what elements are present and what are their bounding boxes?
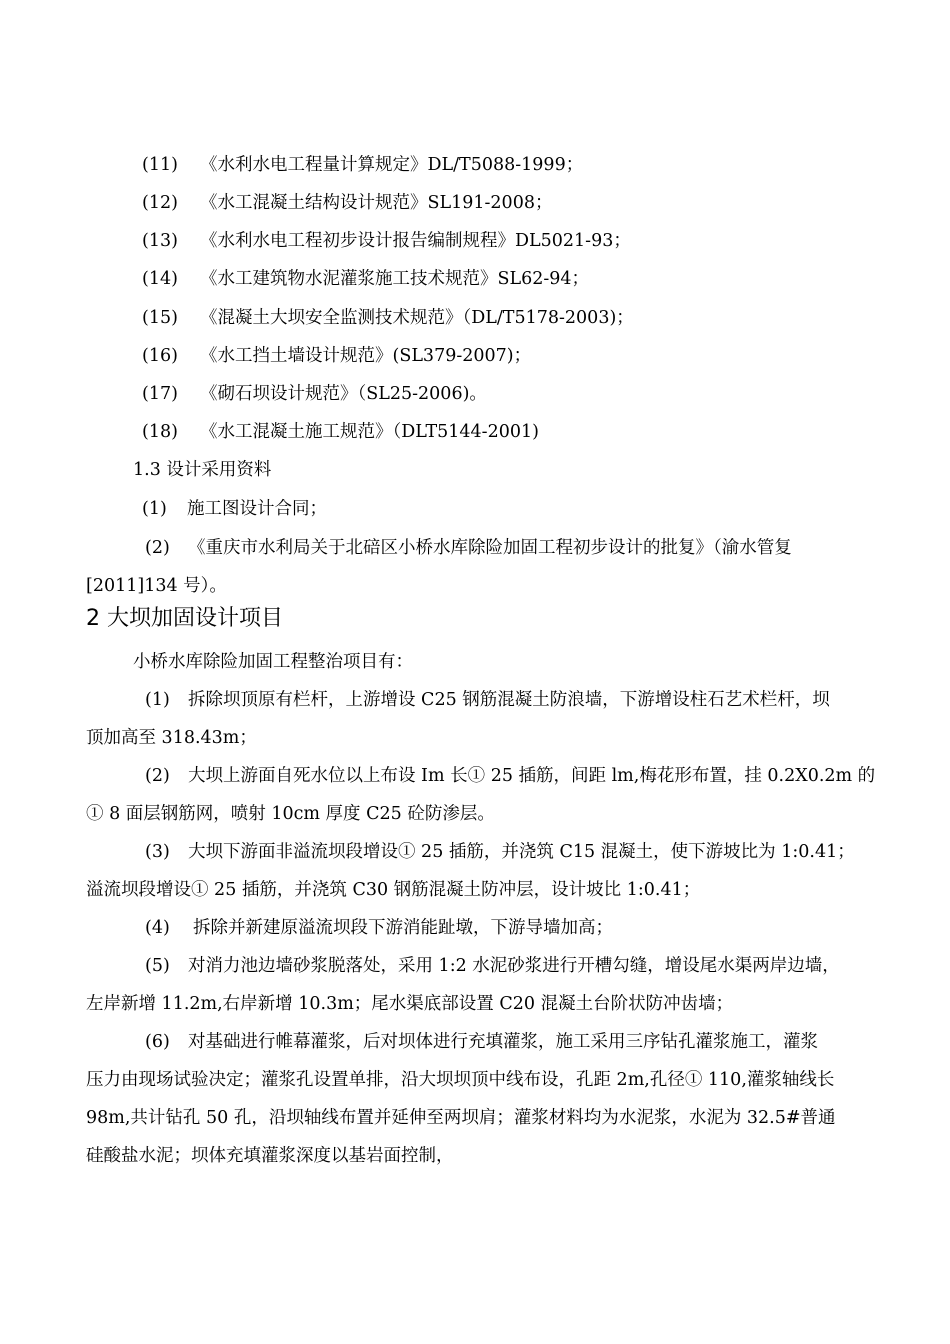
reference-item-12 xyxy=(142,191,552,215)
reference-text: 《水工混凝土结构设计规范》SL191-2008； xyxy=(200,193,553,213)
section-1-3-item-2 xyxy=(145,536,792,560)
project-item-6-continued-2: 98m,共计钻孔 50 孔，沿坝轴线布置并延伸至两坝肩；灌浆材料均为水泥浆，水泥为 32.5#普通 xyxy=(86,1108,836,1128)
reference-text: 《水利水电工程初步设计报告编制规程》DL5021-93； xyxy=(200,231,631,251)
reference-item-15 xyxy=(142,306,634,330)
project-item-5-continued: 左岸新增 11.2m,右岸新增 10.3m；尾水渠底部设置 C20 混凝土台阶状防冲齿墙； xyxy=(86,994,734,1014)
project-item-6-continued-1: 压力由现场试验决定；灌浆孔设置单排，沿大坝坝顶中线布设，孔距 2m,孔径① 110,灌浆轴线长 xyxy=(86,1070,835,1090)
reference-text: 《水工建筑物水泥灌浆施工技术规范》SL62-94； xyxy=(200,269,590,289)
project-item-3 xyxy=(145,840,855,864)
reference-text: 《水工挡土墙设计规范》(SL379-2007)； xyxy=(200,346,532,366)
item-text: 对消力池边墙砂浆脱落处，采用 1:2 水泥砂浆进行开槽勾缝，增设尾水渠两岸边墙， xyxy=(188,956,840,976)
project-item-6 xyxy=(145,1030,818,1054)
project-item-4 xyxy=(145,916,613,940)
section-1-3-item-1 xyxy=(142,497,327,521)
item-text: 大坝下游面非溢流坝段增设① 25 插筋，并浇筑 C15 混凝土，使下游坡比为 1:0.41； xyxy=(188,842,855,862)
reference-number: (14) xyxy=(142,269,178,289)
reference-number: (11) xyxy=(142,155,178,175)
item-text: 拆除并新建原溢流坝段下游消能趾墩，下游导墙加高； xyxy=(193,918,613,938)
reference-text: 《混凝土大坝安全监测技术规范》（DL/T5178-2003)； xyxy=(200,308,634,328)
project-item-1 xyxy=(145,688,830,712)
reference-text: 《水利水电工程量计算规定》DL/T5088-1999； xyxy=(200,155,584,175)
reference-number: (12) xyxy=(142,193,178,213)
reference-item-11 xyxy=(142,153,583,177)
item-text: 《重庆市水利局关于北碚区小桥水库除险加固工程初步设计的批复》（渝水管复 xyxy=(188,538,792,558)
project-item-6-continued-3: 硅酸盐水泥；坝体充填灌浆深度以基岩面控制， xyxy=(86,1146,454,1166)
item-number: (1) xyxy=(145,690,170,710)
reference-item-14 xyxy=(142,267,589,291)
section-1-3-item-2-continued: [2011]134 号）。 xyxy=(86,576,227,596)
reference-text: 《水工混凝土施工规范》（DLT5144-2001) xyxy=(200,422,539,442)
project-item-2 xyxy=(145,764,875,788)
reference-number: (18) xyxy=(142,422,178,442)
reference-item-17 xyxy=(142,382,487,406)
item-number: (2) xyxy=(145,538,170,558)
item-text: 对基础进行帷幕灌浆，后对坝体进行充填灌浆，施工采用三序钻孔灌浆施工，灌浆 xyxy=(188,1032,818,1052)
reference-number: (17) xyxy=(142,384,178,404)
item-text: 大坝上游面自死水位以上布设 Im 长① 25 插筋，间距 lm,梅花形布置，挂 0.2X0.2m 的 xyxy=(188,766,876,786)
section-2-intro: 小桥水库除险加固工程整治项目有： xyxy=(133,652,413,672)
project-item-3-continued: 溢流坝段增设① 25 插筋，并浇筑 C30 钢筋混凝土防冲层，设计坡比 1:0.41； xyxy=(86,880,701,900)
item-number: (3) xyxy=(145,842,170,862)
reference-text: 《砌石坝设计规范》（SL25-2006)。 xyxy=(200,384,487,404)
section-2-heading: 2 大坝加固设计项目 xyxy=(86,606,283,631)
item-number: (5) xyxy=(145,956,170,976)
item-text: 拆除坝顶原有栏杆，上游增设 C25 钢筋混凝土防浪墙，下游增设柱石艺术栏杆，坝 xyxy=(188,690,830,710)
project-item-1-continued: 顶加高至 318.43m； xyxy=(86,728,257,748)
item-text: 施工图设计合同； xyxy=(187,499,327,519)
reference-number: (13) xyxy=(142,231,178,251)
item-number: (2) xyxy=(145,766,170,786)
reference-item-16 xyxy=(142,344,531,368)
reference-item-13 xyxy=(142,229,631,253)
reference-item-18 xyxy=(142,420,539,444)
project-item-5 xyxy=(145,954,840,978)
item-number: (4) xyxy=(145,918,170,938)
item-number: (1) xyxy=(142,499,167,519)
reference-number: (15) xyxy=(142,308,178,328)
project-item-2-continued: ① 8 面层钢筋网，喷射 10cm 厚度 C25 砼防渗层。 xyxy=(86,804,495,824)
item-number: (6) xyxy=(145,1032,170,1052)
section-1-3-title: 1.3 设计采用资料 xyxy=(133,460,272,480)
reference-number: (16) xyxy=(142,346,178,366)
